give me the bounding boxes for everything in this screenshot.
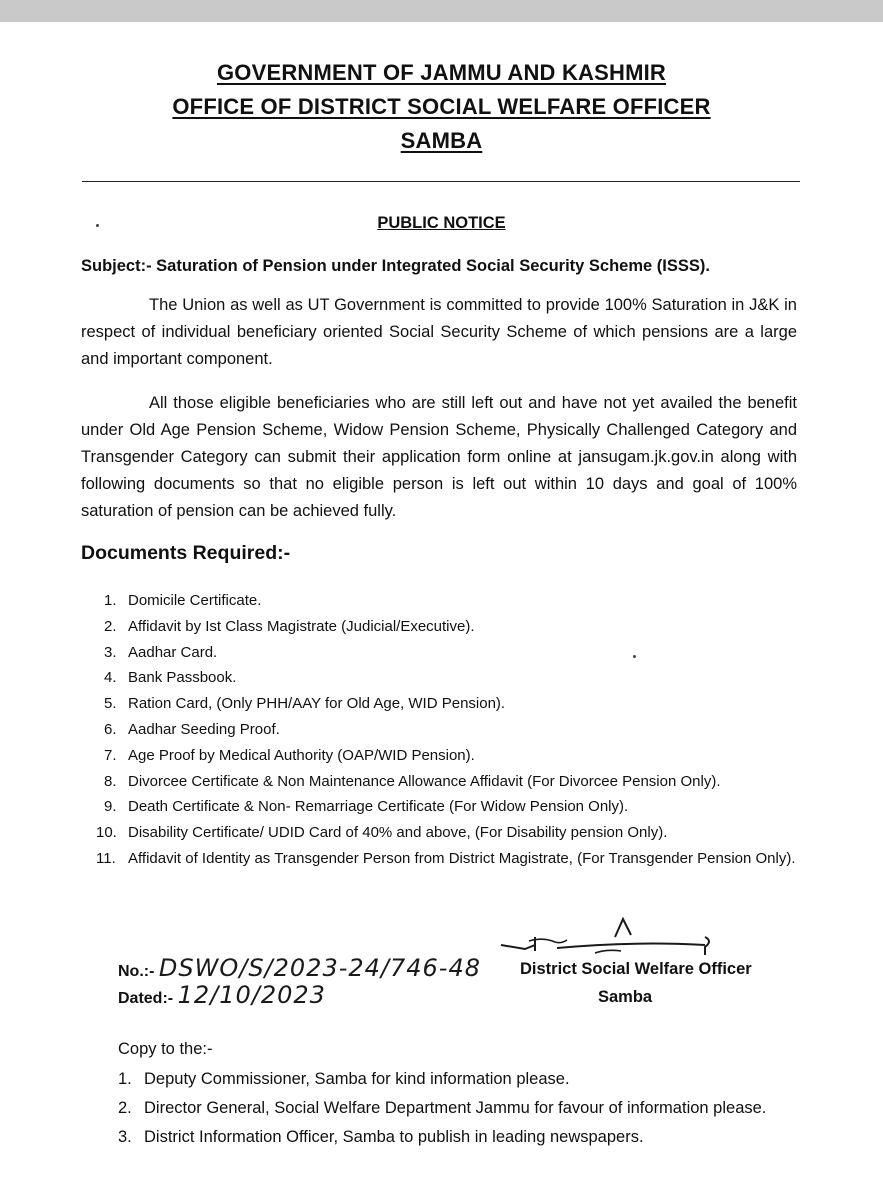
list-text: Disability Certificate/ UDID Card of 40% and above, (For Disability pension Only).: [128, 824, 668, 842]
reference-number: [118, 954, 481, 982]
list-item: [118, 1068, 778, 1091]
list-number: 7.: [104, 746, 117, 764]
list-text: Deputy Commissioner, Samba for kind information please.: [144, 1070, 570, 1088]
paragraph-intro-text: The Union as well as UT Government is committed to provide 100% Saturation in J&K in respect of individual beneficiary oriented Social Security Scheme of which pensions are a large and important component.: [81, 296, 797, 368]
list-text: Aadhar Seeding Proof.: [128, 720, 280, 738]
list-item: [104, 769, 804, 795]
reference-date: [118, 981, 326, 1009]
list-number: 2.: [104, 617, 117, 635]
list-text: Affidavit by Ist Class Magistrate (Judicial/Executive).: [128, 617, 475, 635]
list-number: 9.: [104, 798, 117, 816]
header-government: GOVERNMENT OF JAMMU AND KASHMIR: [216, 60, 667, 85]
list-item: [104, 691, 804, 717]
list-text: Director General, Social Welfare Department Jammu for favour of information please.: [144, 1099, 767, 1117]
list-item: [118, 1126, 778, 1149]
copy-to-list: [118, 1068, 778, 1155]
list-item: [104, 614, 804, 640]
paragraph-eligibility: [81, 390, 797, 525]
copy-to-heading: Copy to the:-: [118, 1040, 213, 1058]
signature-mark: [495, 915, 720, 965]
reference-number-label: No.:-: [118, 963, 155, 980]
signatory-place: Samba: [598, 988, 653, 1006]
list-number: 5.: [104, 695, 117, 713]
header-office: OFFICE OF DISTRICT SOCIAL WELFARE OFFICER: [172, 94, 711, 119]
list-text: Divorcee Certificate & Non Maintenance Allowance Affidavit (For Divorcee Pension Only).: [128, 772, 721, 790]
notice-subject: Subject:- Saturation of Pension under Integrated Social Security Scheme (ISSS).: [81, 257, 710, 275]
reference-number-value: DSWO/S/2023-24/746-48: [158, 954, 482, 982]
list-item: [104, 743, 804, 769]
paragraph-intro: [81, 292, 797, 373]
list-item: [104, 665, 804, 691]
reference-date-label: Dated:-: [118, 990, 174, 1007]
list-number: 3.: [118, 1128, 132, 1146]
list-number: 2.: [118, 1099, 132, 1117]
list-number: 4.: [104, 669, 117, 687]
list-text: Death Certificate & Non- Remarriage Certificate (For Widow Pension Only).: [128, 798, 629, 816]
list-number: 11.: [96, 849, 116, 867]
documents-heading: Documents Required:-: [81, 542, 291, 564]
list-item: [118, 1097, 778, 1120]
header-divider: [82, 181, 800, 182]
list-text: District Information Officer, Samba to publish in leading newspapers.: [144, 1128, 644, 1146]
list-text: Ration Card, (Only PHH/AAY for Old Age, WID Pension).: [128, 695, 506, 713]
top-bar: [0, 0, 883, 22]
signatory-title: District Social Welfare Officer: [520, 960, 752, 978]
list-item: [104, 640, 804, 666]
list-number: 1.: [104, 592, 117, 609]
list-number: 1.: [118, 1070, 132, 1088]
list-text: Affidavit of Identity as Transgender Person from District Magistrate, (For Transgender Pension Only).: [128, 849, 796, 867]
list-item: [96, 846, 804, 872]
notice-title: PUBLIC NOTICE: [377, 214, 506, 232]
list-text: Domicile Certificate.: [128, 592, 262, 609]
list-item: [104, 794, 804, 820]
list-item: [104, 588, 804, 614]
list-text: Aadhar Card.: [128, 643, 218, 661]
list-item: [96, 820, 804, 846]
list-item: [104, 717, 804, 743]
list-text: Age Proof by Medical Authority (OAP/WID Pension).: [128, 746, 475, 764]
reference-date-value: 12/10/2023: [177, 981, 326, 1009]
list-number: 6.: [104, 720, 117, 738]
header-district: SAMBA: [400, 128, 483, 153]
list-text: Bank Passbook.: [128, 669, 237, 687]
list-number: 10.: [96, 824, 117, 842]
list-number: 8.: [104, 772, 117, 790]
list-number: 3.: [104, 643, 117, 661]
paragraph-eligibility-text: All those eligible beneficiaries who are still left out and have not yet availed the benefit under Old Age Pension Scheme, Widow Pension Scheme, Physically Challenged Category and Transgender Category can submit their application form online at jansugam.jk.gov.in along with following documents so that no eligible person is left out within 10 days and goal of 100% saturation of pension can be achieved fully.: [81, 394, 797, 520]
documents-list: [96, 588, 804, 872]
